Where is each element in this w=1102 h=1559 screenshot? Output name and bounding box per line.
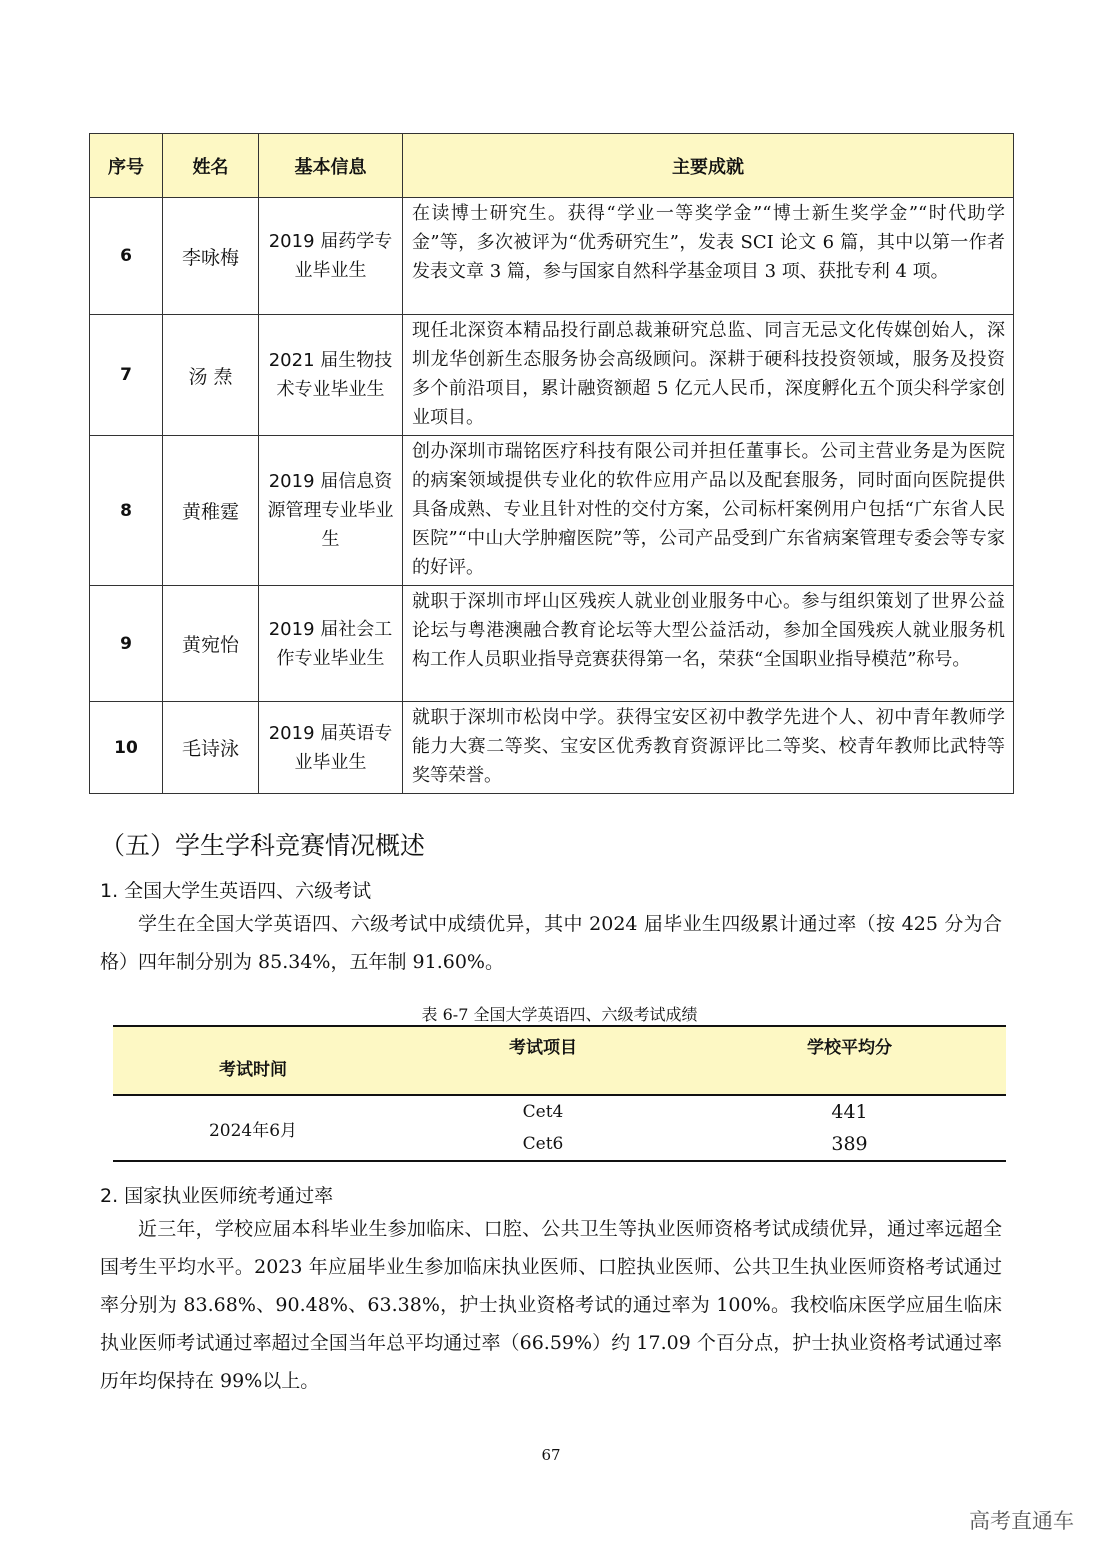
cell-name: 李咏梅 xyxy=(163,198,259,315)
cell-exam-item: Cet4 xyxy=(522,1102,564,1122)
table-row xyxy=(90,436,1014,586)
cell-name: 汤 焘 xyxy=(163,315,259,436)
cet-header-row xyxy=(113,1026,1006,1095)
section-title: （五）学生学科竞赛情况概述 xyxy=(100,831,426,860)
header-exam-time: 考试时间 xyxy=(113,1026,393,1095)
table-row xyxy=(90,315,1014,436)
header-achievement: 主要成就 xyxy=(403,134,1014,198)
cell-seq: 8 xyxy=(90,436,163,586)
cell-info: 2019 届社会工作专业毕业生 xyxy=(259,586,403,702)
cell-info: 2021 届生物技术专业毕业生 xyxy=(259,315,403,436)
table-row xyxy=(90,198,1014,315)
cell-achievement: 在读博士研究生。获得“学业一等奖学金”“博士新生奖学金”“时代助学金”等，多次被评为“优秀研究生”，发表 SCI 论文 6 篇，其中以第一作者发表文章 3 篇，参与国家自然科学基金项目 3 项、获批专利 4 项。 xyxy=(403,198,1014,315)
cell-achievement: 就职于深圳市松岗中学。获得宝安区初中教学先进个人、初中青年教师学能力大赛二等奖、宝安区优秀教育资源评比二等奖、校青年教师比武特等奖等荣誉。 xyxy=(403,702,1014,794)
cell-exam-time: 2024年6月 xyxy=(208,1120,298,1141)
cell-avg-score: 389 xyxy=(831,1133,868,1155)
cell-achievement: 现任北深资本精品投行副总裁兼研究总监、同言无忌文化传媒创始人，深圳龙华创新生态服务协会高级顾问。深耕于硬科技投资领域，服务及投资多个前沿项目，累计融资额超 5 亿元人民币，深度孵化五个顶尖科学家创业项目。 xyxy=(403,315,1014,436)
table-row xyxy=(113,1095,1006,1128)
alumni-table xyxy=(89,133,1014,794)
cell-achievement: 创办深圳市瑞铭医疗科技有限公司并担任董事长。公司主营业务是为医院的病案领域提供专业化的软件应用产品以及配套服务，同时面向医院提供具备成熟、专业且针对性的交付方案，公司标杆案例用户包括“广东省人民医院”“中山大学肿瘤医院”等，公司产品受到广东省病案管理专委会等专家的好评。 xyxy=(403,436,1014,586)
header-exam-item: 考试项目 xyxy=(393,1026,693,1095)
cell-avg-score: 441 xyxy=(831,1101,868,1123)
watermark: 高考直通车 xyxy=(969,1509,1074,1533)
header-seq: 序号 xyxy=(90,134,163,198)
cell-name: 黄宛怡 xyxy=(163,586,259,702)
table-row xyxy=(90,702,1014,794)
table-row xyxy=(90,586,1014,702)
cell-seq: 7 xyxy=(90,315,163,436)
cell-info: 2019 届信息资源管理专业毕业生 xyxy=(259,436,403,586)
cell-name: 毛诗泳 xyxy=(163,702,259,794)
page-number: 67 xyxy=(541,1446,561,1464)
cell-info: 2019 届英语专业毕业生 xyxy=(259,702,403,794)
paragraph-physician: 近三年，学校应届本科毕业生参加临床、口腔、公共卫生等执业医师资格考试成绩优异，通过率远超全国考生平均水平。2023 年应届毕业生参加临床执业医师、口腔执业医师、公共卫生执业医师资格考试通过率分别为 83.68%、90.48%、63.38%，护士执业资格考试的通过率为 100%。我校临床医学应届生临床执业医师考试通过率超过全国当年总平均通过率（66.59%）约 17.09 个百分点，护士执业资格考试通过率历年均保持在 99%以上。 xyxy=(100,1218,1002,1392)
table-caption: 表 6-7 全国大学英语四、六级考试成绩 xyxy=(421,1005,698,1024)
cell-name: 黄稚霆 xyxy=(163,436,259,586)
header-name: 姓名 xyxy=(163,134,259,198)
cet-table xyxy=(113,1025,1006,1162)
cell-seq: 10 xyxy=(90,702,163,794)
cell-seq: 6 xyxy=(90,198,163,315)
cell-exam-item: Cet6 xyxy=(522,1134,564,1154)
paragraph-cet: 学生在全国大学英语四、六级考试中成绩优异，其中 2024 届毕业生四级累计通过率（按 425 分为合格）四年制分别为 85.34%，五年制 91.60%。 xyxy=(100,913,1002,973)
cell-achievement: 就职于深圳市坪山区残疾人就业创业服务中心。参与组织策划了世界公益论坛与粤港澳融合教育论坛等大型公益活动，参加全国残疾人就业服务机构工作人员职业指导竞赛获得第一名，荣获“全国职业指导模范”称号。 xyxy=(403,586,1014,702)
alumni-header-row xyxy=(90,134,1014,198)
subsection-title-cet: 1. 全国大学生英语四、六级考试 xyxy=(100,880,372,902)
header-avg-score: 学校平均分 xyxy=(693,1026,1006,1095)
cell-seq: 9 xyxy=(90,586,163,702)
cell-info: 2019 届药学专业毕业生 xyxy=(259,198,403,315)
subsection-title-physician: 2. 国家执业医师统考通过率 xyxy=(100,1185,334,1207)
header-info: 基本信息 xyxy=(259,134,403,198)
